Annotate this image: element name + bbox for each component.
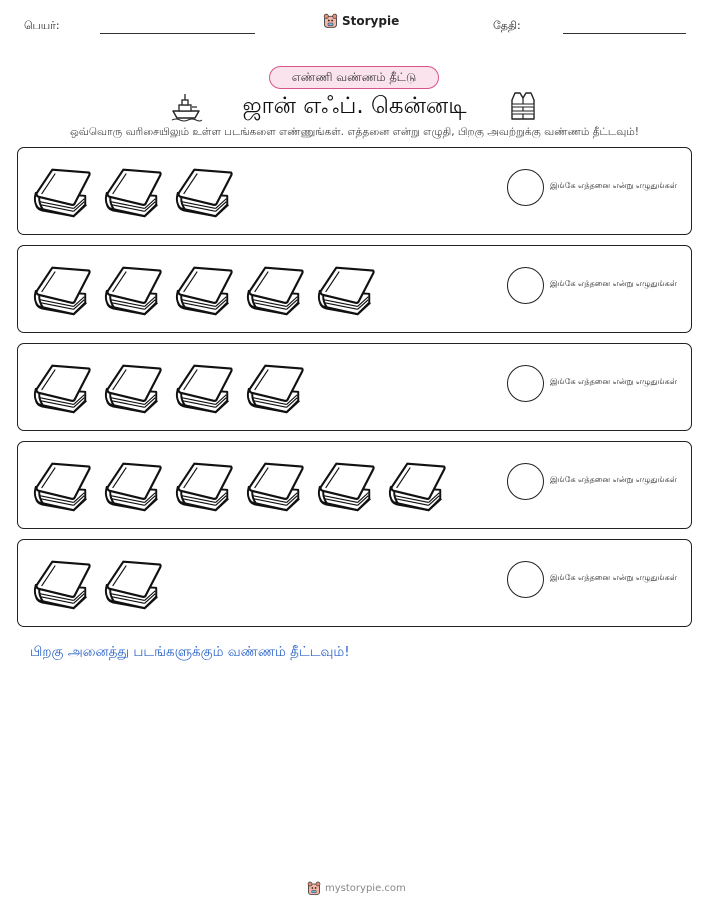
instructions: ஒவ்வொரு வரிசையிலும் உள்ள படங்களை எண்ணுங்கள். எத்தனை என்று எழுதி, பிறகு அவற்றுக்கு வண்ணம் தீட்டவும்! xyxy=(70,126,639,138)
book-icon[interactable] xyxy=(386,454,448,516)
date-field[interactable] xyxy=(563,33,686,34)
mascot-icon xyxy=(322,12,339,29)
count-row-3 xyxy=(17,343,692,431)
book-icon[interactable] xyxy=(102,454,164,516)
book-icon[interactable] xyxy=(102,552,164,614)
book-icon[interactable] xyxy=(244,356,306,418)
answer-circle[interactable] xyxy=(507,463,544,500)
book-icon[interactable] xyxy=(244,258,306,320)
book-icon[interactable] xyxy=(315,454,377,516)
book-icon[interactable] xyxy=(173,454,235,516)
brand-name: Storypie xyxy=(342,13,400,28)
answer-hint: இங்கே எத்தனை என்று எழுதுங்கள் xyxy=(550,181,677,190)
answer-circle[interactable] xyxy=(507,365,544,402)
color-all-prompt: பிறகு அனைத்து படங்களுக்கும் வண்ணம் தீட்டவும்! xyxy=(30,644,350,660)
book-icon[interactable] xyxy=(173,356,235,418)
answer-hint: இங்கே எத்தனை என்று எழுதுங்கள் xyxy=(550,475,677,484)
count-row-4 xyxy=(17,441,692,529)
site-footer xyxy=(306,880,406,896)
book-icon[interactable] xyxy=(102,258,164,320)
answer-hint: இங்கே எத்தனை என்று எழுதுங்கள் xyxy=(550,573,677,582)
book-icon[interactable] xyxy=(173,258,235,320)
name-label: பெயர்: xyxy=(24,19,60,32)
site-url: mystorypie.com xyxy=(325,882,406,894)
answer-circle[interactable] xyxy=(507,267,544,304)
book-icon[interactable] xyxy=(31,454,93,516)
answer-hint: இங்கே எத்தனை என்று எழுதுங்கள் xyxy=(550,377,677,386)
mascot-icon xyxy=(306,880,322,896)
answer-circle[interactable] xyxy=(507,169,544,206)
book-icon[interactable] xyxy=(102,160,164,222)
name-field[interactable] xyxy=(100,33,255,34)
answer-circle[interactable] xyxy=(507,561,544,598)
count-row-5 xyxy=(17,539,692,627)
life-vest-icon xyxy=(507,90,539,122)
book-icon[interactable] xyxy=(102,356,164,418)
book-icon[interactable] xyxy=(31,356,93,418)
answer-hint: இங்கே எத்தனை என்று எழுதுங்கள் xyxy=(550,279,677,288)
count-row-1 xyxy=(17,147,692,235)
book-icon[interactable] xyxy=(244,454,306,516)
page-title: ஜான் எஃப். கென்னடி xyxy=(242,93,467,119)
book-icon[interactable] xyxy=(173,160,235,222)
book-icon[interactable] xyxy=(315,258,377,320)
book-icon[interactable] xyxy=(31,258,93,320)
brand-logo xyxy=(322,12,399,29)
count-row-2 xyxy=(17,245,692,333)
book-icon[interactable] xyxy=(31,160,93,222)
date-label: தேதி: xyxy=(493,19,521,32)
book-icon[interactable] xyxy=(31,552,93,614)
activity-tag: எண்ணி வண்ணம் தீட்டு xyxy=(269,66,439,89)
